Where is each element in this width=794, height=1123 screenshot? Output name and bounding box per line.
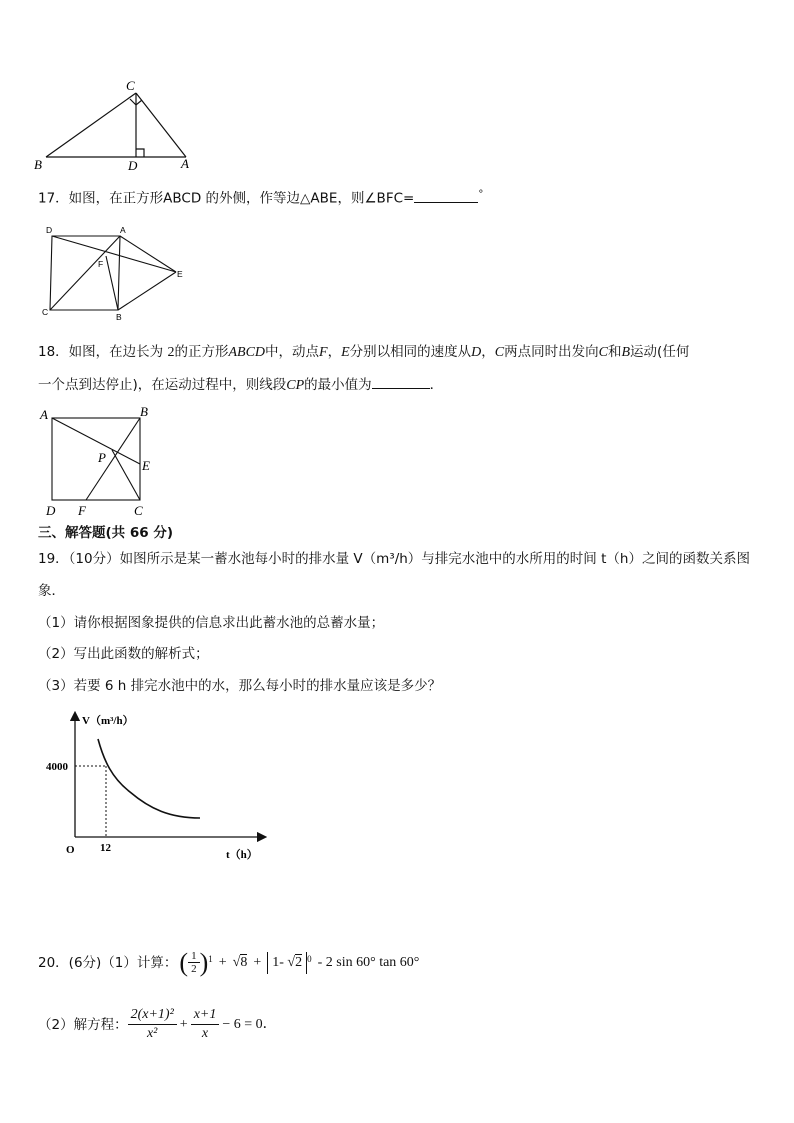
label-c: C <box>134 503 143 518</box>
question-19-part-1: （1）请你根据图象提供的信息求出此蓄水池的总蓄水量； <box>38 615 385 631</box>
expression-tail: - 2 sin 60° tan 60° <box>317 954 420 970</box>
segment-be <box>118 272 176 310</box>
q18-text: 分别以相同的速度从 <box>349 344 472 360</box>
fraction-1: $\frac{\text{2(x+1)²}}{\text{x²}}$ <box>128 1006 177 1043</box>
label-d: D <box>46 225 53 235</box>
exponent: 1 <box>208 954 213 964</box>
q20-text: （2）解方程： <box>38 1016 128 1033</box>
q20-text: ． <box>262 1016 277 1032</box>
right-angle-mark-d <box>136 149 144 157</box>
y-axis-label: V（m³/h） <box>82 715 134 727</box>
q18-text: 和 <box>607 344 622 360</box>
q18-text: ． <box>429 377 444 393</box>
label-d: D <box>128 158 138 173</box>
plus-sign: + <box>179 1016 188 1032</box>
q18-point-c: C <box>494 345 505 360</box>
q18-point-e: E <box>341 345 350 360</box>
q20-text: 20．(6分)（1）计算： <box>38 954 178 971</box>
plus-sign: + <box>218 954 227 970</box>
label-b: B <box>140 404 148 419</box>
q18-text: 18．如图，在边长为 <box>38 344 164 360</box>
q18-segment-cp: CP <box>286 378 305 393</box>
equation <box>128 1006 277 1043</box>
question-17 <box>38 186 483 208</box>
q18-text: 中，动点 <box>265 344 320 360</box>
q18-square-name: ABCD <box>228 345 266 360</box>
segment-bf <box>86 418 140 500</box>
equation-rest: − 6 = 0 <box>222 1016 263 1032</box>
v-curve <box>98 739 200 818</box>
segment-de <box>52 236 176 272</box>
segment-ca <box>136 93 186 157</box>
answer-blank-18[interactable] <box>372 374 430 389</box>
segment-ae <box>120 236 176 272</box>
label-b: B <box>116 312 122 322</box>
question-18-line-2 <box>38 374 443 395</box>
x-axis-label: t（h） <box>226 849 258 861</box>
label-c: C <box>42 307 49 317</box>
label-c: C <box>126 78 135 93</box>
question-20-part-1 <box>38 947 420 977</box>
q18-side-length: 2 <box>167 345 175 360</box>
exponent: 0 <box>307 954 312 964</box>
q18-text: ， <box>327 344 342 360</box>
question-17-text: 17．如图，在正方形ABCD 的外侧，作等边△ABE，则∠BFC= <box>38 190 415 207</box>
question-19-line-2: 象． <box>38 583 65 599</box>
segment-fb <box>106 256 118 310</box>
label-d: D <box>46 503 56 518</box>
q18-point-b: B <box>621 345 631 360</box>
right-paren: ) <box>199 947 209 977</box>
label-f: F <box>98 259 104 269</box>
sqrt-8: √8 <box>232 954 248 970</box>
label-a: A <box>181 156 189 171</box>
square-abcd <box>52 418 140 500</box>
plus-sign: + <box>253 954 262 970</box>
question-19-part-2: （2）写出此函数的解析式； <box>38 646 209 662</box>
q18-text: 运动(任何 <box>630 344 690 360</box>
question-19-part-3: （3）若要 6 h 排完水池中的水，那么每小时的排水量应该是多少？ <box>38 678 442 694</box>
degree-sign: ° <box>478 189 484 200</box>
x-tick-12: 12 <box>100 842 111 854</box>
question-18-line-1 <box>38 343 689 362</box>
q18-point-d: D <box>471 345 482 360</box>
label-b: B <box>34 157 42 172</box>
q17-square-figure <box>38 222 198 324</box>
y-tick-4000: 4000 <box>46 761 68 773</box>
q18-text: 的正方形 <box>174 344 229 360</box>
q16-triangle-figure <box>30 75 205 175</box>
label-e: E <box>142 458 150 473</box>
q19-function-graph <box>40 706 270 866</box>
label-p: P <box>98 450 106 465</box>
q18-text: ， <box>481 344 495 360</box>
q18-text: 一个点到达停止)，在运动过程中，则线段 <box>38 377 287 393</box>
fraction-2: $\frac{x+1}{x}$ <box>191 1006 220 1043</box>
absolute-value: 1- √2 <box>267 952 307 974</box>
left-paren: ( <box>179 947 189 977</box>
label-a: A <box>120 225 126 235</box>
q18-text: 的最小值为 <box>304 377 372 393</box>
label-f: F <box>78 503 86 518</box>
label-e: E <box>177 269 183 279</box>
q18-square-figure <box>36 402 156 520</box>
q18-point-c: C <box>598 345 608 360</box>
label-a: A <box>40 407 48 422</box>
segment-pc <box>112 450 140 500</box>
q18-text: 两点同时出发向 <box>504 344 599 360</box>
fraction-half: $\frac{1}{2}$ <box>188 950 200 975</box>
segment-bc <box>46 93 136 157</box>
expression-1 <box>179 947 420 977</box>
question-20-part-2 <box>38 1006 277 1043</box>
q18-point-f: F <box>319 345 328 360</box>
section-heading: 三、解答题(共 66 分) <box>38 525 174 541</box>
answer-blank-17[interactable] <box>414 188 478 203</box>
origin-label: O <box>66 844 75 856</box>
segment-ae <box>52 418 140 464</box>
question-19-line-1: 19．（10分）如图所示是某一蓄水池每小时的排水量 V（m³/h）与排完水池中的水所用的时间 t（h）之间的函数关系图 <box>38 551 750 567</box>
